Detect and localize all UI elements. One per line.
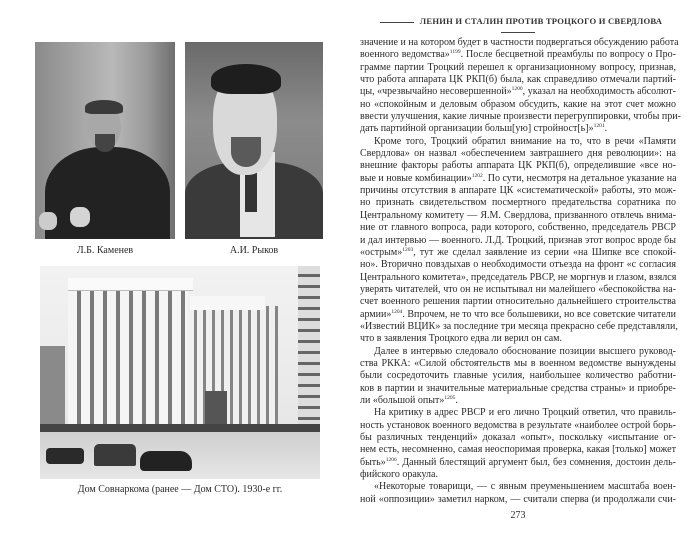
text-line-content: что работа аппарата ЦК РКП(б) была, как справедливо отмечали партий- bbox=[360, 74, 676, 86]
footnote-ref: 1199 bbox=[449, 49, 461, 56]
footnote-ref: 1204 bbox=[391, 308, 403, 315]
text-line-content: . bbox=[604, 123, 608, 135]
body-text bbox=[360, 37, 681, 506]
text-line-content: военного ведомства» bbox=[360, 49, 450, 61]
text-line bbox=[360, 370, 676, 382]
text-line bbox=[360, 309, 676, 321]
text-line-content: грамме партии Троцкий перешел к организационному вопросу, признав, bbox=[360, 61, 676, 73]
text-line-content: внешние факторы работы аппарата ЦК РКП(б), определившие «все но- bbox=[360, 160, 676, 172]
text-line-content: ние от главного вопроса, ради которого, собственно, председатель РВСР bbox=[360, 222, 676, 234]
footnote-ref: 1206 bbox=[385, 456, 397, 463]
text-line-content: ввести улучшения, какие личные произвести перегруппировки, чтобы при- bbox=[360, 111, 681, 123]
kamenev-caption: Л.Б. Каменев bbox=[76, 245, 134, 256]
text-line bbox=[360, 37, 679, 49]
text-line-content: Центральному комитету — Я.М. Свердлова, призванного отвлечь внима- bbox=[360, 209, 676, 221]
text-line bbox=[360, 160, 676, 172]
text-line bbox=[360, 62, 676, 74]
text-line bbox=[360, 136, 676, 148]
text-line-content: , указал на необходимость абсолют- bbox=[522, 86, 676, 98]
text-line bbox=[360, 99, 676, 111]
footnote-ref: 1205 bbox=[444, 394, 456, 401]
text-line bbox=[360, 247, 676, 259]
text-line bbox=[360, 272, 676, 284]
text-line-content: ков в партии и значительные материальные средства страны» и приобре- bbox=[360, 382, 676, 394]
text-line-content: ной «оппозиции» заметил нарком, — считали сперва (и продолжали счи- bbox=[360, 493, 676, 505]
text-line bbox=[360, 111, 681, 123]
text-line-content: счет военного решения партии относительно дальнейшего строительства bbox=[360, 296, 676, 308]
text-line bbox=[360, 148, 676, 160]
text-line bbox=[360, 49, 676, 61]
text-line-content: цы, «чрезвычайно несовершенной» bbox=[360, 86, 512, 98]
text-line-content: уверять читателей, что он не испытывал ни малейшего «беспокойства на- bbox=[360, 283, 676, 295]
text-line-content: но». Вторично повздыхав о необходимости отъезда на фронт «с согласия bbox=[360, 259, 676, 271]
text-line-content: . Впрочем, не то что все большевики, но все советские читатели bbox=[402, 308, 676, 320]
text-line-content: и дал интервью — военного. Л.Д. Троцкий, признав этот вопрос вроде бы bbox=[360, 234, 676, 246]
text-line bbox=[360, 420, 676, 432]
text-line-content: Далее в интервью следовало обоснование позиции высшего руковод- bbox=[374, 345, 676, 357]
header-rule-left bbox=[380, 22, 414, 23]
text-line-content: «Известий ВЦИК» за последние три месяца прекрасно себе представляли, bbox=[360, 320, 678, 332]
text-line-content: . По сути, несмотря на детальное указание на bbox=[482, 172, 677, 184]
text-line-content: причины отсутствия в аппарате ЦК «систематической» работы, это мож- bbox=[360, 185, 676, 197]
rykov-caption: А.И. Рыков bbox=[229, 245, 279, 256]
text-line-content: . bbox=[455, 394, 458, 406]
text-line bbox=[360, 185, 676, 197]
text-line bbox=[360, 123, 676, 135]
text-line bbox=[360, 469, 676, 481]
text-line-content: быть» bbox=[360, 456, 386, 468]
text-line-content: вые и новые комбинации» bbox=[360, 172, 472, 184]
text-line bbox=[360, 296, 676, 308]
rykov-portrait-photo bbox=[185, 42, 323, 239]
page-number: 273 bbox=[510, 510, 526, 521]
text-line-content: «острым» bbox=[360, 246, 403, 258]
text-line bbox=[360, 457, 676, 469]
text-line-content: Свердлова» он назвал «обеспечением завтрашнего дня революции»: на bbox=[360, 148, 676, 160]
text-line-content: нем есть, несомненно, самая неоспоримая проверка, какая [только] может bbox=[360, 444, 676, 456]
text-line-content: были сосредоточить главные усилия, наибольшее количество работни- bbox=[360, 370, 676, 382]
text-line-content: ли «большой опыт» bbox=[360, 394, 445, 406]
text-line-content: «Некоторые товарищи, — с явным преуменьшением масштаба воен- bbox=[374, 481, 676, 493]
running-header-title: ЛЕНИН И СТАЛИН ПРОТИВ ТРОЦКОГО И СВЕРДЛОВА bbox=[419, 16, 663, 26]
text-line-content: что в заявления Троцкого едва ли верил он сам. bbox=[360, 333, 562, 345]
text-line-content: значение и на котором будет в частности подвергаться обсуждению работа bbox=[360, 37, 679, 48]
text-line bbox=[360, 346, 676, 358]
footnote-ref: 1201 bbox=[593, 123, 605, 130]
text-line-content: Кроме того, Троцкий обратил внимание на то, что в речи «Памяти bbox=[374, 135, 676, 147]
text-line bbox=[360, 383, 676, 395]
text-line bbox=[360, 333, 676, 345]
text-line bbox=[360, 407, 676, 419]
text-line bbox=[360, 235, 676, 247]
text-line bbox=[360, 210, 676, 222]
text-line-content: На критику в адрес РВСР и его лично Троцкий ответил, что правиль- bbox=[374, 407, 676, 419]
text-line-content: Центрального комитета», председатель РВСР, не моргнув и глазом, взялся bbox=[360, 271, 677, 283]
text-line bbox=[360, 481, 676, 493]
text-line bbox=[360, 86, 676, 98]
text-line bbox=[360, 444, 676, 456]
text-line bbox=[360, 74, 676, 86]
text-line bbox=[360, 395, 676, 407]
text-line-content: . После бесцветной преамбулы по вопросу о Про- bbox=[460, 49, 676, 61]
text-line-content: но признать свидетельством посмертного предательства соратника по bbox=[360, 197, 676, 209]
text-line-content: бы различных тенденций» доказал «опыт», поскольку «испытание ог- bbox=[360, 432, 676, 443]
text-line bbox=[360, 321, 676, 333]
text-line bbox=[360, 173, 676, 185]
text-line bbox=[360, 284, 676, 296]
kamenev-portrait-photo bbox=[35, 42, 175, 239]
text-line-content: армии» bbox=[360, 308, 392, 320]
footnote-ref: 1202 bbox=[471, 172, 483, 179]
sovnarkom-building-photo bbox=[40, 266, 320, 479]
footnote-ref: 1200 bbox=[511, 86, 523, 93]
text-line bbox=[360, 222, 676, 234]
running-header bbox=[360, 16, 676, 36]
text-line bbox=[360, 197, 676, 209]
footnote-ref: 1203 bbox=[402, 246, 414, 253]
text-line-content: ность установок военного ведомства в результате «наиболее острой борь- bbox=[360, 419, 676, 431]
text-line-content: фийского оракула. bbox=[360, 469, 438, 481]
building-caption: Дом Совнаркома (ранее — Дом СТО). 1930-е гг. bbox=[77, 484, 283, 495]
text-line bbox=[360, 494, 676, 506]
text-line bbox=[360, 259, 676, 271]
text-line-content: , тут же сделал заявление из серии «на Шипке все спокой- bbox=[413, 246, 676, 258]
text-line bbox=[360, 432, 676, 444]
text-line-content: ства РККА: «Силой обстоятельств мы в военном ведомстве вынуждены bbox=[360, 357, 676, 369]
text-line-content: дать партийной организации больш[ую] стройност[ь]» bbox=[360, 123, 594, 135]
text-line bbox=[360, 358, 676, 370]
header-rule-right bbox=[501, 32, 535, 33]
text-line-content: но «спокойным и деловым образом обсудить, какие на этот счет можно bbox=[360, 98, 676, 110]
text-line-content: . Данный блестящий аргумент был, без сомнения, достоин дель- bbox=[396, 456, 676, 468]
